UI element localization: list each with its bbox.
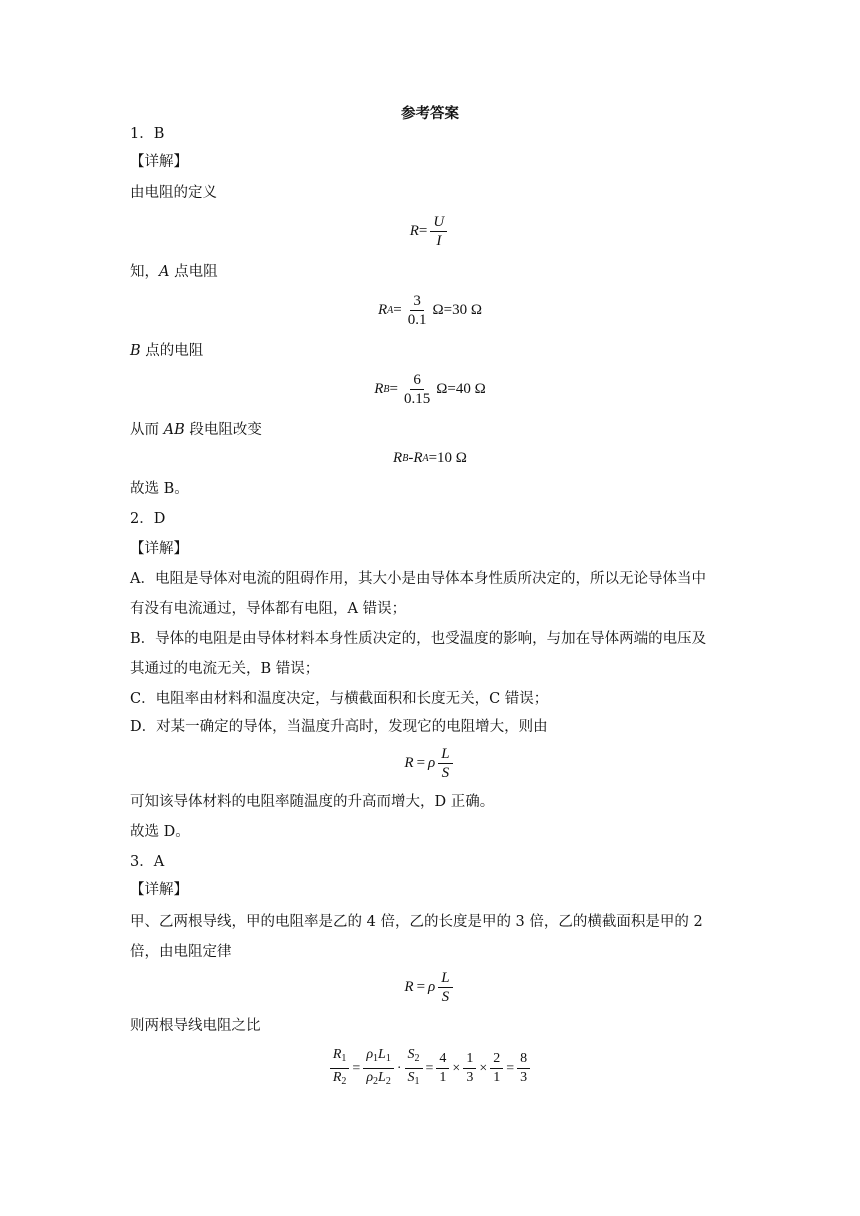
q2-detail-heading: 【详解】	[130, 541, 188, 557]
fraction: $\frac{8}{3}$	[517, 1050, 530, 1087]
q1-text-3: B 点的电阻	[130, 343, 204, 359]
q1-text-1: 由电阻的定义	[130, 185, 217, 201]
q1-conclusion: 故选 B。	[130, 481, 189, 497]
q2-option-b-2: 其通过的电流无关，B 错误；	[130, 661, 320, 677]
fraction: $\frac{L}{S}$	[438, 969, 452, 1006]
q2-option-d-1: D．对某一确定的导体，当温度升高时，发现它的电阻增大，则由	[130, 719, 548, 735]
q1-equation-2: R A = $\frac{3}{0.1}$ Ω=30 Ω	[377, 293, 482, 328]
q2-option-a-2: 有没有电流通过，导体都有电阻，A 错误；	[130, 601, 407, 617]
q2-equation: R = ρ $\frac{L}{S}$	[0, 745, 860, 782]
q2-option-b-1: B．导体的电阻是由导体材料本身性质决定的，也受温度的影响，与加在导体两端的电压及	[130, 631, 707, 647]
page-title: 参考答案	[401, 105, 459, 122]
q1-text-2: 知，A 点电阻	[130, 264, 218, 280]
fraction: $\frac{S_2}{S_1}$	[405, 1046, 423, 1091]
fraction: $\frac{U}{I}$	[430, 213, 447, 250]
q2-option-d-2: 可知该导体材料的电阻率随温度的升高而增大，D 正确。	[130, 794, 495, 810]
q3-equation-2: $\frac{R_1}{R_2}$ = $\frac{\rho_1L_1}{\rho_2L_2}$ · $\frac{S_2}{S_1}$ = $\frac{4}{1}$ × $\frac{1}{3}$ × $\frac{2}{1}$ = $\frac{8}{3}$	[0, 1046, 860, 1091]
q3-text-1: 甲、乙两根导线，甲的电阻率是乙的 4 倍，乙的长度是甲的 3 倍，乙的横截面积是甲的 2	[130, 914, 703, 930]
q2-conclusion: 故选 D。	[130, 824, 190, 840]
q2-answer: 2．D	[130, 511, 166, 527]
q3-equation-1: R = ρ $\frac{L}{S}$	[0, 969, 860, 1006]
fraction: $\frac{\rho_1L_1}{\rho_2L_2}$	[363, 1046, 394, 1091]
q1-equation-3: R B = $\frac{6}{0.15}$ Ω=40 Ω	[374, 372, 486, 407]
q3-detail-heading: 【详解】	[130, 882, 188, 898]
q2-option-c: C．电阻率由材料和温度决定，与横截面积和长度无关，C 错误；	[130, 691, 549, 707]
q3-answer: 3．A	[130, 854, 165, 870]
q3-text-3: 则两根导线电阻之比	[130, 1018, 261, 1034]
q1-answer: 1．B	[130, 126, 165, 142]
fraction: $\frac{4}{1}$	[436, 1050, 449, 1087]
q1-text-4: 从而 AB 段电阻改变	[130, 422, 262, 438]
q1-detail-heading: 【详解】	[130, 154, 188, 170]
fraction: $\frac{6}{0.15}$	[403, 372, 431, 407]
fraction: $\frac{3}{0.1}$	[407, 293, 427, 328]
fraction: $\frac{1}{3}$	[463, 1050, 476, 1087]
q3-text-2: 倍，由电阻定律	[130, 944, 232, 960]
fraction: $\frac{2}{1}$	[490, 1050, 503, 1087]
fraction: $\frac{R_1}{R_2}$	[330, 1046, 350, 1091]
fraction: $\frac{L}{S}$	[438, 745, 452, 782]
q1-equation-1: R = $\frac{U}{I}$	[0, 213, 860, 250]
q1-equation-4: R B - R A =10 Ω	[393, 450, 467, 466]
q2-option-a-1: A．电阻是导体对电流的阻碍作用，其大小是由导体本身性质所决定的，所以无论导体当中	[130, 571, 706, 587]
